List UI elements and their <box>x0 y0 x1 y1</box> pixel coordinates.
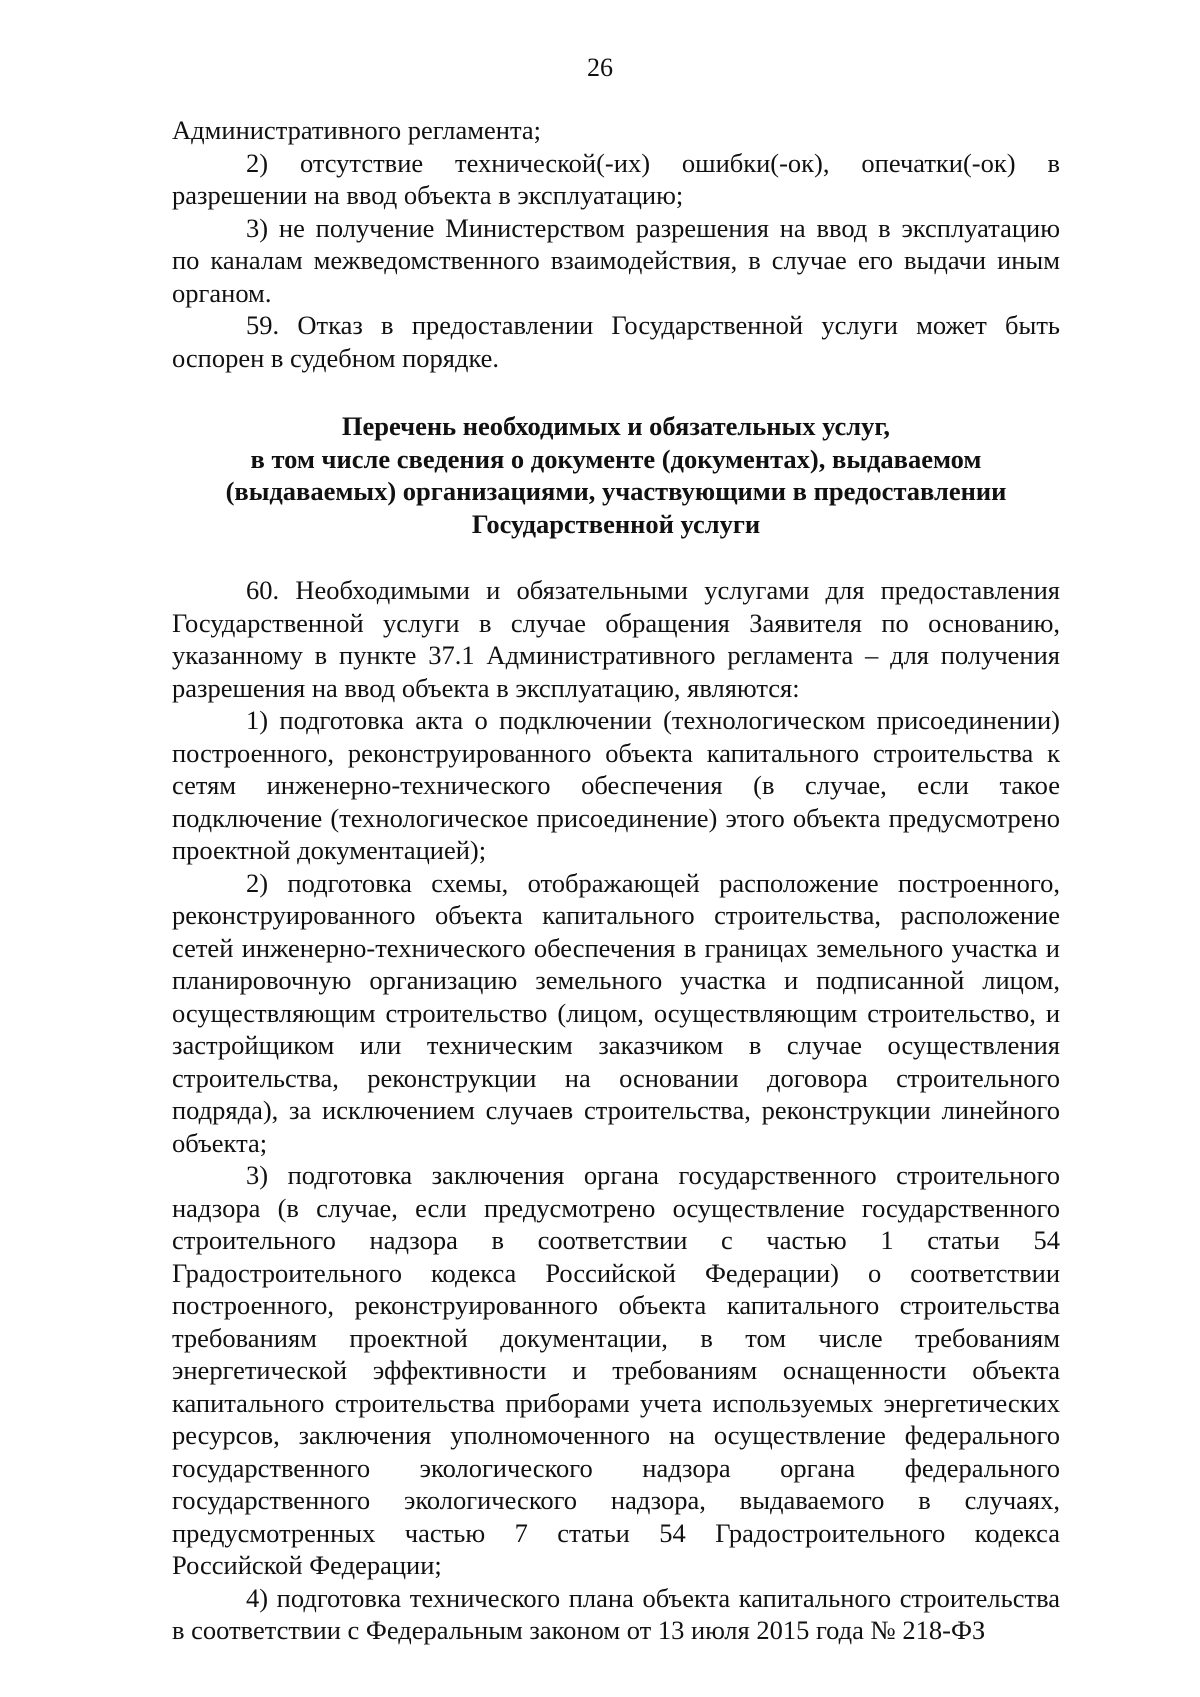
page-number: 26 <box>587 53 613 82</box>
heading-line-4: Государственной услуги <box>471 508 761 539</box>
paragraph-59: 59. Отказ в предоставлении Государственной услуги может быть оспорен в судебном порядке. <box>172 310 1060 373</box>
paragraph-60-item-3: 3) подготовка заключения органа государственного строительного надзора (в случае, если предусмотрено осуществление государственного строительного надзора в соответствии с частью 1 статьи 54 Градостроительного кодекса Российской Федерации) о соответствии построенного, реконструированного объекта капитального строительства требованиям проектной документации, в том числе требованиям энергетической эффективности и требованиям оснащенности объекта капитального строительства приборами учета используемых энергетических ресурсов, заключения уполномоченного на осуществление федерального государственного экологического надзора органа федерального государственного экологического надзора, выдаваемого в случаях, предусмотренных частью 7 статьи 54 Градостроительного кодекса Российской Федерации; <box>172 1160 1060 1580</box>
paragraph-60-item-1: 1) подготовка акта о подключении (технологическом присоединении) построенного, реконструированного объекта капитального строительства к сетям инженерно-технического обеспечения (в случае, если такое подключение (технологическое присоединение) этого объекта предусмотрено проектной документацией); <box>172 705 1060 865</box>
paragraph-60-item-4: 4) подготовка технического плана объекта капитального строительства в соответствии с Федеральным законом от 13 июля 2015 года № 218-ФЗ <box>172 1582 1060 1645</box>
paragraph-60: 60. Необходимыми и обязательными услугами для предоставления Государственной услуги в случае обращения Заявителя по основанию, указанному в пункте 37.1 Административного регламента – для получения разрешения на ввод объекта в эксплуатацию, являются: <box>172 575 1060 703</box>
document-body <box>172 114 1060 1647</box>
paragraph-item-2: 2) отсутствие технической(-их) ошибки(-ок), опечатки(-ок) в разрешении на ввод объекта в эксплуатацию; <box>172 147 1060 210</box>
heading-line-3: (выдаваемых) организациями, участвующими в предоставлении <box>225 476 1007 506</box>
paragraph-60-item-2: 2) подготовка схемы, отображающей расположение построенного, реконструированного объекта капитального строительства, расположение сетей инженерно-технического обеспечения в границах земельного участка и планировочную организацию земельного участка и подписанной лицом, осуществляющим строительство (лицом, осуществляющим строительство, и застройщиком или техническим заказчиком в случае осуществления строительства, реконструкции на основании договора строительного подряда), за исключением случаев строительства, реконструкции линейного объекта; <box>172 867 1060 1158</box>
section-heading <box>172 410 1060 540</box>
heading-line-1: Перечень необходимых и обязательных услуг, <box>341 411 891 441</box>
paragraph-continuation: Административного регламента; <box>172 115 541 145</box>
heading-line-2: в том числе сведения о документе (документах), выдаваемом <box>250 443 982 474</box>
paragraph-item-3: 3) не получение Министерством разрешения на ввод в эксплуатацию по каналам межведомственного взаимодействия, в случае его выдачи иным органом. <box>172 212 1060 308</box>
